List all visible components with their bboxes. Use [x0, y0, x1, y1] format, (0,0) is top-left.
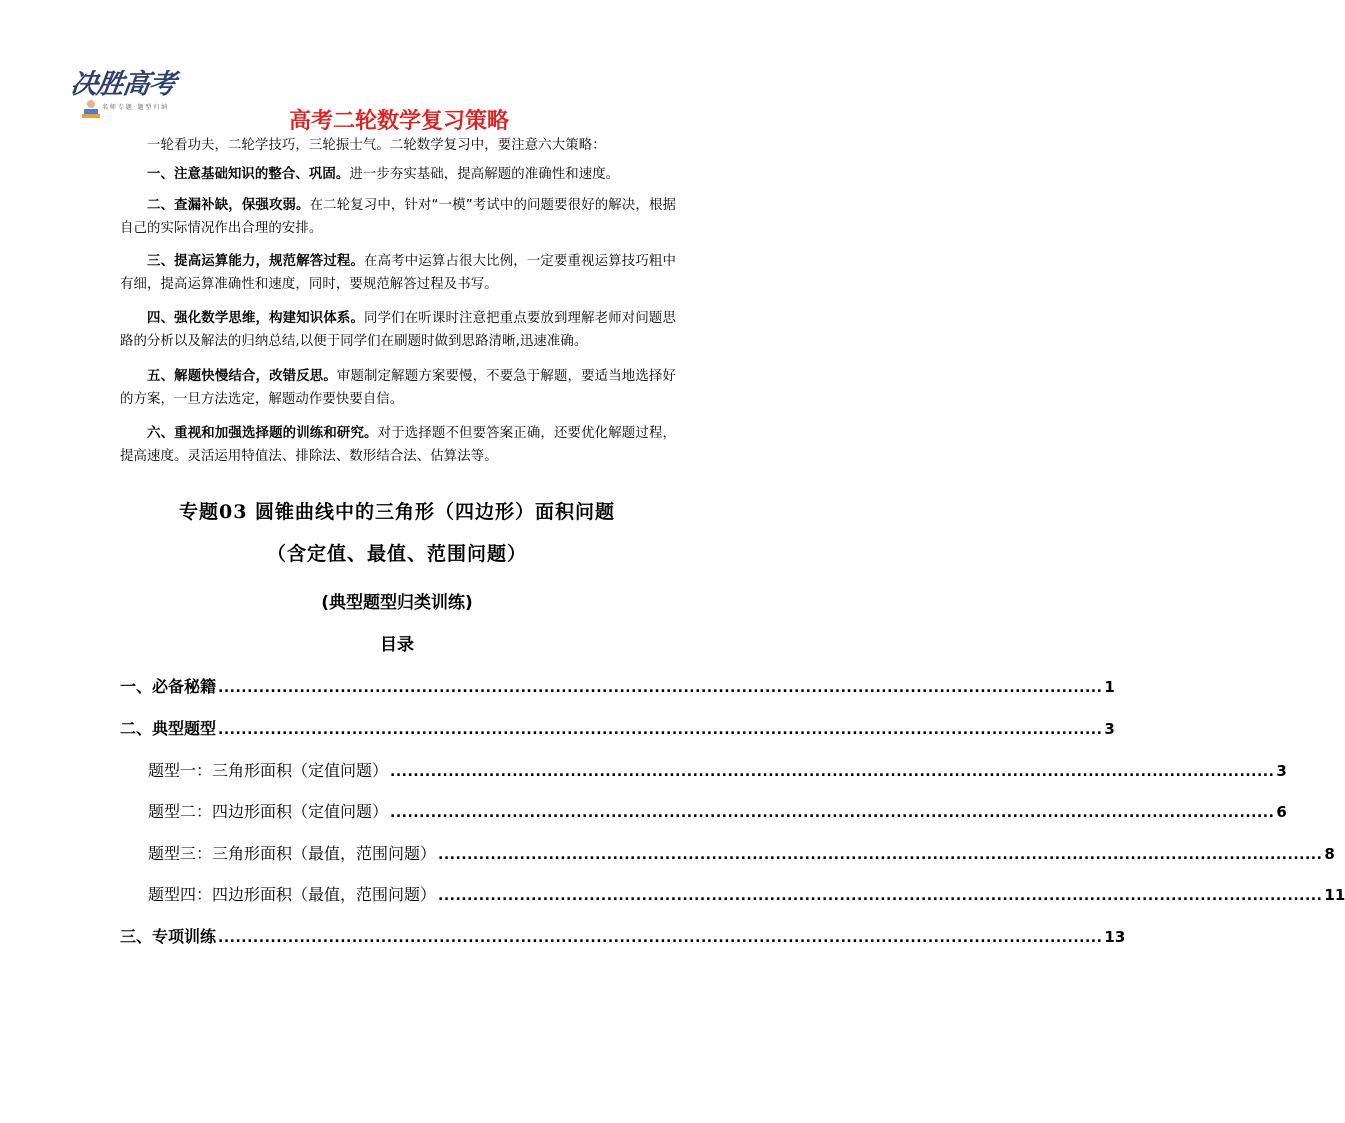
toc-page: 1: [1104, 678, 1115, 696]
logo-text: 决胜高考: [68, 69, 178, 100]
toc-label: 一、必备秘籍: [120, 677, 217, 696]
toc-label: 二、典型题型: [120, 719, 217, 738]
strategy-3: [120, 250, 676, 296]
toc-label: 题型四：四边形面积（最值，范围问题）: [148, 885, 437, 904]
strategy-text: 审题制定解题方案要慢，不要急于解题，要适当地选择好的方案，一旦方法选定，解题动作要快要自信。: [120, 369, 676, 407]
strategy-text: 在二轮复习中，针对“一模”考试中的问题要很好的解决，根据自己的实际情况作出合理的安排。: [120, 198, 676, 236]
toc-page: 3: [1104, 720, 1115, 738]
strategy-text: 对于选择题不但要答案正确，还要优化解题过程，提高速度。灵活运用特值法、排除法、数形结合法、估算法等。: [120, 426, 676, 464]
strategy-5: [120, 365, 676, 411]
toc-label: 题型一：三角形面积（定值问题）: [148, 761, 389, 780]
toc-page: 8: [1324, 845, 1335, 863]
toc-leader: ........................................................................................................................................................: [390, 764, 1275, 780]
topic-subtitle: （含定值、最值、范围问题）: [266, 543, 527, 565]
strategy-text: 进一步夯实基础，提高解题的准确性和速度。: [349, 167, 620, 182]
strategy-heading: 二、查漏补缺，保强攻弱。: [147, 198, 310, 213]
toc-item-7[interactable]: [120, 924, 1126, 947]
strategy-heading: 六、重视和加强选择题的训练和研究。: [147, 426, 378, 441]
strategy-1: [120, 163, 676, 186]
toc-label: 题型三：三角形面积（最值，范围问题）: [148, 844, 437, 863]
toc-leader: ........................................................................................................................................................: [390, 805, 1275, 821]
toc-page: 11: [1324, 886, 1345, 904]
page-title: 高考二轮数学复习策略: [288, 109, 509, 134]
strategy-6: [120, 422, 676, 468]
toc-leader: ........................................................................................................................................................: [218, 722, 1103, 738]
strategy-2: [120, 194, 676, 240]
toc-item-6[interactable]: [148, 882, 1345, 905]
topic-title: 专题03 圆锥曲线中的三角形（四边形）面积问题: [178, 501, 616, 523]
toc-page: 6: [1276, 803, 1287, 821]
training-subtitle: (典型题型归类训练): [321, 593, 473, 613]
intro-paragraph: 一轮看功夫，二轮学技巧，三轮振士气。二轮数学复习中，要注意六大策略：: [147, 138, 606, 153]
strategy-text: 在高考中运算占很大比例，一定要重视运算技巧粗中有细，提高运算准确性和速度，同时，要规范解答过程及书写。: [120, 254, 676, 292]
toc-page: 3: [1276, 762, 1287, 780]
toc-item-5[interactable]: [148, 841, 1335, 864]
toc-label: 三、专项训练: [120, 927, 217, 946]
strategy-heading: 三、提高运算能力，规范解答过程。: [147, 254, 365, 269]
toc-item-1[interactable]: [120, 674, 1115, 697]
strategy-heading: 一、注意基础知识的整合、巩固。: [147, 167, 350, 182]
toc-heading: 目录: [380, 635, 414, 655]
toc-item-2[interactable]: [120, 716, 1115, 739]
toc-item-4[interactable]: [148, 799, 1287, 822]
toc-item-3[interactable]: [148, 758, 1287, 781]
strategy-heading: 五、解题快慢结合，改错反思。: [147, 369, 337, 384]
toc-leader: ........................................................................................................................................................: [438, 888, 1323, 904]
toc-leader: ........................................................................................................................................................: [218, 930, 1103, 946]
toc-page: 13: [1104, 928, 1126, 946]
toc-leader: ........................................................................................................................................................: [438, 847, 1323, 863]
strategy-heading: 四、强化数学思维，构建知识体系。: [147, 311, 365, 326]
logo-subtitle: 名 师 专 题 · 题 型 归 纳: [102, 104, 168, 111]
strategy-4: [120, 307, 676, 353]
toc-label: 题型二：四边形面积（定值问题）: [148, 802, 389, 821]
strategy-text: 同学们在听课时注意把重点要放到理解老师对问题思路的分析以及解法的归纳总结,以便于同学们在刷题时做到思路清晰,迅速准确。: [120, 311, 676, 349]
toc-leader: ........................................................................................................................................................: [218, 680, 1103, 696]
